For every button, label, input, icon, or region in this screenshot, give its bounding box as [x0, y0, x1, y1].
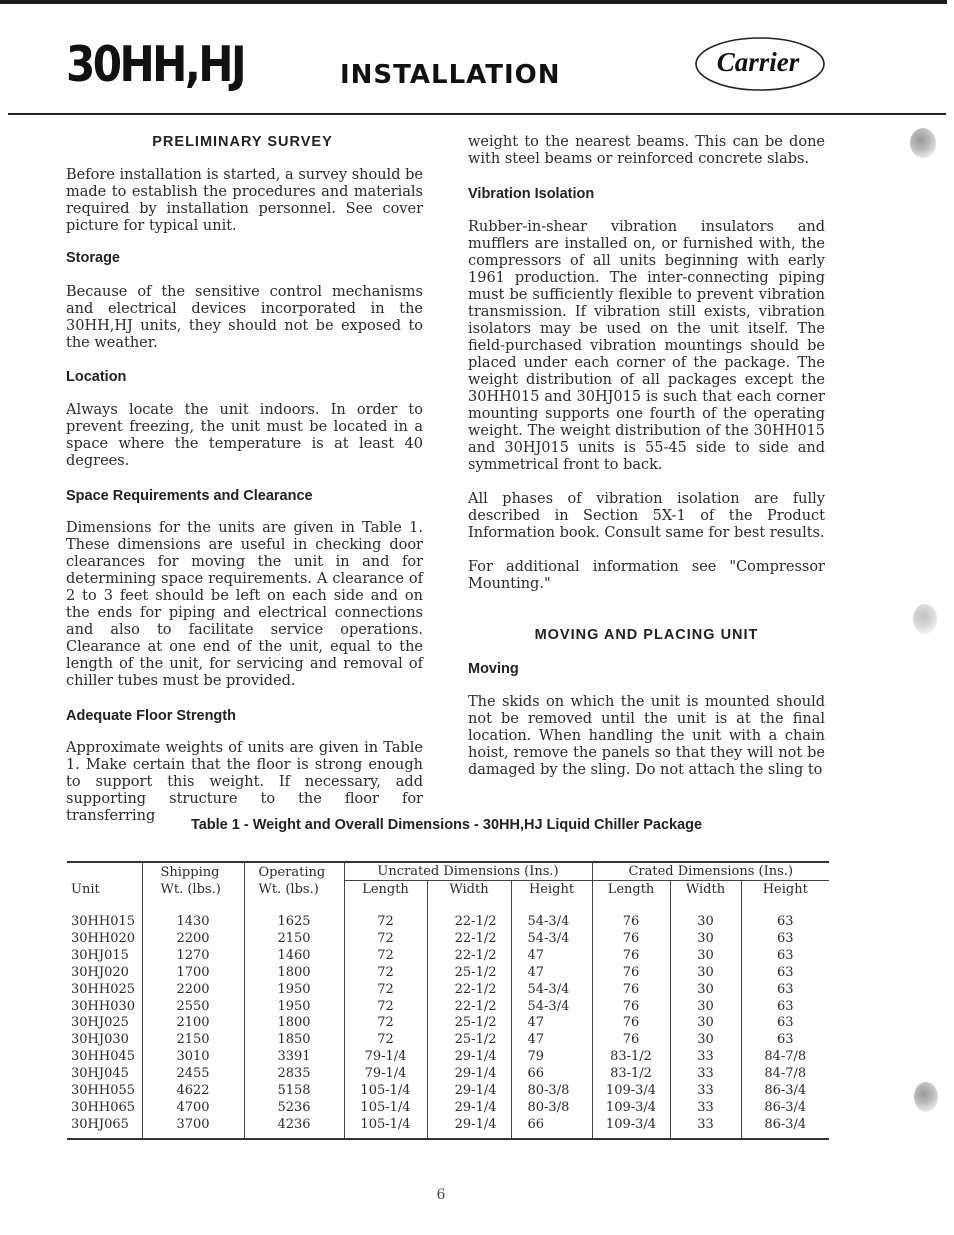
cell-uncrated-width: 29-1/4	[427, 1066, 511, 1083]
table-row	[67, 982, 829, 999]
left-column	[66, 134, 423, 825]
table-row	[67, 1066, 829, 1083]
cell-uncrated-length: 72	[344, 931, 427, 948]
cell-crated-width: 33	[670, 1083, 741, 1100]
cell-shipping-wt: 2150	[142, 1032, 244, 1049]
cell-unit: 30HJ015	[71, 947, 129, 963]
cell-crated-width: 33	[670, 1049, 741, 1066]
header-operating-1: Operating	[244, 862, 344, 881]
cell-operating-wt: 2835	[244, 1066, 344, 1083]
cell-uncrated-length: 72	[344, 965, 427, 982]
header-shipping-1: Shipping	[142, 862, 244, 881]
cell-uncrated-length: 72	[344, 1032, 427, 1049]
cell-crated-height: 84-7/8	[741, 1049, 829, 1066]
cell-crated-length: 76	[592, 948, 670, 965]
cell-crated-length: 76	[592, 1015, 670, 1032]
cell-crated-length: 76	[592, 999, 670, 1016]
cell-uncrated-width: 22-1/2	[427, 948, 511, 965]
cell-shipping-wt: 1430	[142, 898, 244, 931]
cell-crated-width: 33	[670, 1066, 741, 1083]
cell-uncrated-height: 54-3/4	[511, 999, 592, 1016]
spacer-cell	[670, 1134, 741, 1139]
cell-shipping-wt: 1270	[142, 948, 244, 965]
cell-operating-wt: 3391	[244, 1049, 344, 1066]
header-crated-length: Length	[592, 881, 670, 899]
cell-shipping-wt: 1700	[142, 965, 244, 982]
additional-info-text: For additional information see "Compressor Mounting."	[468, 559, 825, 592]
cell-uncrated-length: 72	[344, 982, 427, 999]
header-unit: Unit	[71, 882, 100, 897]
cell-unit: 30HJ025	[71, 1015, 129, 1031]
cell-operating-wt: 1850	[244, 1032, 344, 1049]
cell-unit: 30HH020	[71, 930, 136, 946]
vibration-phases-text: All phases of vibration isolation are fully described in Section 5X-1 of the Product Information book. Consult same for best results.	[468, 491, 825, 541]
cell-shipping-wt: 2200	[142, 982, 244, 999]
cell-uncrated-length: 105-1/4	[344, 1083, 427, 1100]
cell-unit: 30HH015	[71, 914, 136, 929]
cell-crated-width: 30	[670, 999, 741, 1016]
cell-uncrated-width: 22-1/2	[427, 898, 511, 931]
spacer-cell	[741, 1134, 829, 1139]
cell-uncrated-length: 105-1/4	[344, 1100, 427, 1117]
cell-uncrated-length: 79-1/4	[344, 1066, 427, 1083]
cell-crated-width: 30	[670, 982, 741, 999]
cell-uncrated-length: 72	[344, 999, 427, 1016]
cell-shipping-wt: 2100	[142, 1015, 244, 1032]
vibration-isolation-text: Rubber-in-shear vibration insulators and mufflers are installed on, or furnished with, the compressors of all units beginning with early 1961 production. The inter-connecting piping must be sufficiently flexible to prevent vibration transmission. If vibration still exists, vibration isolators may be used on the unit itself. The field-purchased vibration mountings should be placed under each corner of the package. The weight distribution of all packages except the 30HH015 and 30HJ015 is such that each corner mounting supports one fourth of the operating weight. The weight distribution of the 30HH015 and 30HJ015 units is 55-45 side to side and symmetrical front to back.	[468, 219, 825, 473]
cell-uncrated-height: 47	[511, 965, 592, 982]
cell-uncrated-length: 79-1/4	[344, 1049, 427, 1066]
header-operating-2: Wt. (lbs.)	[244, 881, 344, 899]
cell-crated-width: 33	[670, 1100, 741, 1117]
cell-crated-width: 30	[670, 1032, 741, 1049]
section-title: INSTALLATION	[340, 60, 561, 90]
cell-unit: 30HH045	[71, 1049, 136, 1065]
table-row	[67, 898, 829, 931]
top-rule	[0, 0, 947, 4]
cell-uncrated-height: 47	[511, 1015, 592, 1032]
cell-crated-height: 86-3/4	[741, 1100, 829, 1117]
space-requirements-text: Dimensions for the units are given in Table 1. These dimensions are useful in checking door clearances for moving the unit in and for determining space requirements. A clearance of 2 to 3 feet should be left on each side and on the ends for piping and electrical connections and also to facilitate service operations. Clearance at one end of the unit, equal to the length of the unit, for servicing and removal of chiller tubes must be provided.	[66, 520, 423, 689]
cell-uncrated-length: 105-1/4	[344, 1117, 427, 1134]
floor-strength-continued: weight to the nearest beams. This can be done with steel beams or reinforced concrete slabs.	[468, 134, 825, 167]
cell-crated-length: 76	[592, 965, 670, 982]
cell-crated-width: 30	[670, 898, 741, 931]
cell-unit: 30HJ020	[71, 964, 129, 980]
cell-uncrated-width: 25-1/2	[427, 1015, 511, 1032]
cell-shipping-wt: 4622	[142, 1083, 244, 1100]
preliminary-survey-heading: PRELIMINARY SURVEY	[152, 134, 333, 150]
cell-crated-width: 30	[670, 965, 741, 982]
header-uncrated-length: Length	[344, 881, 427, 899]
preliminary-survey-text: Before installation is started, a survey should be made to establish the procedures and materials required by installation personnel. See cover picture for typical unit.	[66, 167, 423, 234]
table-row	[67, 1083, 829, 1100]
cell-crated-height: 63	[741, 898, 829, 931]
spacer-cell	[142, 1134, 244, 1139]
cell-shipping-wt: 2550	[142, 999, 244, 1016]
floor-strength-text: Approximate weights of units are given in Table 1. Make certain that the floor is strong enough to support this weight. If necessary, add supporting structure to the floor for transferring	[66, 740, 423, 824]
cell-shipping-wt: 2455	[142, 1066, 244, 1083]
header-rule	[8, 113, 946, 115]
cell-unit: 30HH030	[71, 998, 136, 1014]
cell-operating-wt: 2150	[244, 931, 344, 948]
storage-text: Because of the sensitive control mechanisms and electrical devices incorporated in the 30HH,HJ units, they should not be exposed to the weather.	[66, 284, 423, 351]
cell-uncrated-width: 25-1/2	[427, 965, 511, 982]
cell-crated-height: 63	[741, 982, 829, 999]
cell-operating-wt: 4236	[244, 1117, 344, 1134]
cell-uncrated-width: 22-1/2	[427, 999, 511, 1016]
cell-crated-length: 83-1/2	[592, 1049, 670, 1066]
cell-uncrated-width: 22-1/2	[427, 982, 511, 999]
cell-uncrated-width: 29-1/4	[427, 1100, 511, 1117]
cell-crated-height: 84-7/8	[741, 1066, 829, 1083]
right-column	[468, 134, 825, 779]
cell-crated-height: 63	[741, 965, 829, 982]
cell-uncrated-height: 80-3/8	[511, 1100, 592, 1117]
table-row	[67, 1032, 829, 1049]
cell-shipping-wt: 2200	[142, 931, 244, 948]
floor-strength-heading: Adequate Floor Strength	[66, 708, 236, 724]
cell-crated-width: 33	[670, 1117, 741, 1134]
table-header-row-2	[67, 881, 829, 899]
cell-operating-wt: 1950	[244, 999, 344, 1016]
logo-text: Carrier	[716, 47, 800, 77]
header-crated: Crated Dimensions (Ins.)	[592, 862, 829, 881]
cell-unit: 30HJ065	[71, 1116, 129, 1132]
cell-uncrated-height: 66	[511, 1117, 592, 1134]
storage-heading: Storage	[66, 250, 120, 266]
cell-uncrated-length: 72	[344, 948, 427, 965]
spacer-cell	[67, 1134, 142, 1139]
header-unit-blank	[67, 862, 142, 881]
carrier-logo	[692, 34, 828, 94]
header-shipping-2: Wt. (lbs.)	[142, 881, 244, 899]
cell-uncrated-height: 54-3/4	[511, 982, 592, 999]
cell-crated-length: 76	[592, 898, 670, 931]
header-crated-width: Width	[670, 881, 741, 899]
header-crated-height: Height	[741, 881, 829, 899]
cell-crated-length: 76	[592, 982, 670, 999]
table-row	[67, 999, 829, 1016]
cell-crated-height: 63	[741, 948, 829, 965]
cell-uncrated-length: 72	[344, 898, 427, 931]
cell-crated-length: 83-1/2	[592, 1066, 670, 1083]
moving-placing-heading: MOVING AND PLACING UNIT	[534, 627, 759, 643]
dimensions-table	[67, 861, 829, 1140]
cell-crated-height: 63	[741, 1015, 829, 1032]
cell-unit: 30HJ030	[71, 1032, 129, 1048]
cell-uncrated-width: 22-1/2	[427, 931, 511, 948]
header-uncrated-height: Height	[511, 881, 592, 899]
cell-uncrated-width: 29-1/4	[427, 1083, 511, 1100]
space-requirements-heading: Space Requirements and Clearance	[66, 488, 313, 504]
location-heading: Location	[66, 369, 127, 385]
cell-crated-length: 109-3/4	[592, 1083, 670, 1100]
cell-crated-length: 109-3/4	[592, 1117, 670, 1134]
cell-crated-length: 76	[592, 1032, 670, 1049]
cell-operating-wt: 1460	[244, 948, 344, 965]
location-text: Always locate the unit indoors. In order to prevent freezing, the unit must be located in a space where the temperature is at least 40 degrees.	[66, 402, 423, 469]
header-uncrated: Uncrated Dimensions (Ins.)	[344, 862, 592, 881]
table-row	[67, 931, 829, 948]
table-row	[67, 965, 829, 982]
model-title: 30HH,HJ	[66, 36, 245, 93]
table-row	[67, 1015, 829, 1032]
table-row	[67, 1049, 829, 1066]
cell-uncrated-height: 47	[511, 1032, 592, 1049]
cell-crated-length: 109-3/4	[592, 1100, 670, 1117]
cell-operating-wt: 5158	[244, 1083, 344, 1100]
cell-uncrated-height: 66	[511, 1066, 592, 1083]
cell-crated-width: 30	[670, 948, 741, 965]
cell-unit: 30HH025	[71, 981, 136, 997]
spacer-cell	[427, 1134, 511, 1139]
cell-crated-height: 86-3/4	[741, 1083, 829, 1100]
cell-uncrated-width: 29-1/4	[427, 1049, 511, 1066]
cell-operating-wt: 1625	[244, 898, 344, 931]
cell-uncrated-height: 79	[511, 1049, 592, 1066]
cell-shipping-wt: 3700	[142, 1117, 244, 1134]
scan-mark	[910, 128, 936, 158]
cell-unit: 30HH055	[71, 1083, 136, 1099]
page-number: 6	[436, 1187, 446, 1203]
cell-operating-wt: 5236	[244, 1100, 344, 1117]
cell-operating-wt: 1800	[244, 965, 344, 982]
cell-shipping-wt: 3010	[142, 1049, 244, 1066]
table-header-row-1	[67, 862, 829, 881]
cell-operating-wt: 1800	[244, 1015, 344, 1032]
vibration-isolation-heading: Vibration Isolation	[468, 186, 595, 202]
cell-unit: 30HH065	[71, 1099, 136, 1115]
scan-mark	[914, 1082, 938, 1112]
cell-crated-height: 63	[741, 931, 829, 948]
cell-shipping-wt: 4700	[142, 1100, 244, 1117]
cell-uncrated-height: 54-3/4	[511, 931, 592, 948]
cell-crated-width: 30	[670, 931, 741, 948]
moving-text: The skids on which the unit is mounted should not be removed until the unit is at the final location. When handling the unit with a chain hoist, remove the panels so that they will not be damaged by the sling. Do not attach the sling to	[468, 694, 825, 778]
cell-uncrated-width: 25-1/2	[427, 1032, 511, 1049]
table-body	[67, 898, 829, 1139]
table-row	[67, 1100, 829, 1117]
scan-mark	[913, 604, 937, 634]
table-caption: Table 1 - Weight and Overall Dimensions - 30HH,HJ Liquid Chiller Package	[190, 817, 703, 833]
table-row	[67, 1117, 829, 1134]
spacer-cell	[511, 1134, 592, 1139]
spacer-cell	[592, 1134, 670, 1139]
cell-crated-height: 63	[741, 999, 829, 1016]
cell-uncrated-height: 80-3/8	[511, 1083, 592, 1100]
cell-crated-height: 86-3/4	[741, 1117, 829, 1134]
cell-uncrated-height: 47	[511, 948, 592, 965]
table-row	[67, 948, 829, 965]
cell-uncrated-width: 29-1/4	[427, 1117, 511, 1134]
cell-operating-wt: 1950	[244, 982, 344, 999]
spacer-cell	[344, 1134, 427, 1139]
cell-uncrated-length: 72	[344, 1015, 427, 1032]
header-uncrated-width: Width	[427, 881, 511, 899]
moving-heading: Moving	[468, 661, 519, 677]
cell-crated-height: 63	[741, 1032, 829, 1049]
cell-uncrated-height: 54-3/4	[511, 898, 592, 931]
cell-crated-length: 76	[592, 931, 670, 948]
spacer-cell	[244, 1134, 344, 1139]
cell-unit: 30HJ045	[71, 1066, 129, 1082]
table-bottom-spacer	[67, 1134, 829, 1139]
cell-crated-width: 30	[670, 1015, 741, 1032]
